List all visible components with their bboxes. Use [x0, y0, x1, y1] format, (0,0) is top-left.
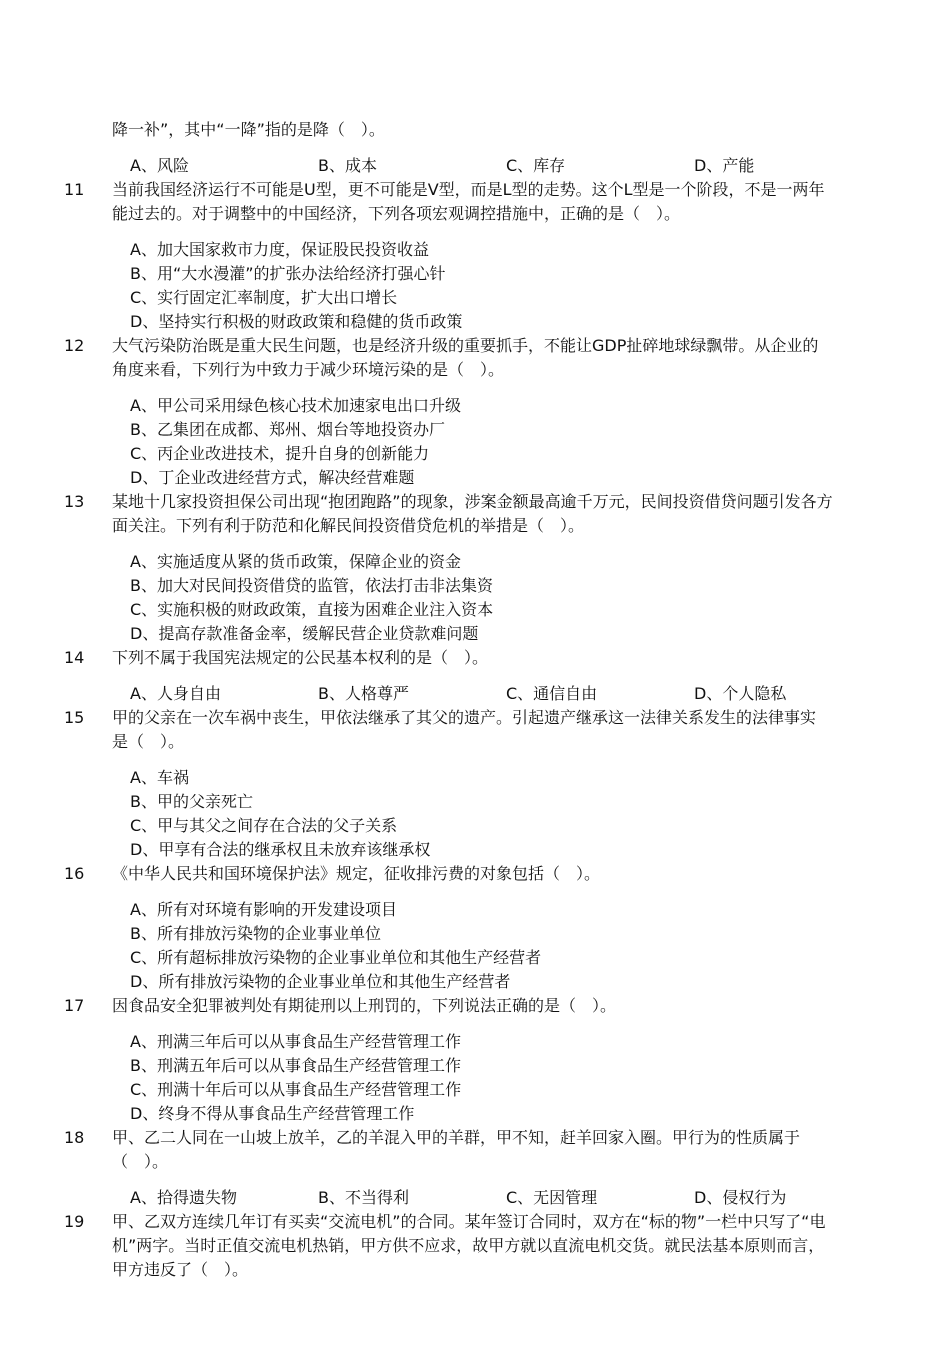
question-text-line: 因食品安全犯罪被判处有期徒刑以上刑罚的，下列说法正确的是（ ）。: [112, 996, 617, 1015]
option-c: C、通信自由: [506, 684, 598, 703]
option-a: A、甲公司采用绿色核心技术加速家电出口升级: [130, 396, 461, 415]
option-a: A、所有对环境有影响的开发建设项目: [130, 900, 397, 919]
option-d: D、坚持实行积极的财政政策和稳健的货币政策: [130, 312, 463, 331]
option-a: A、加大国家救市力度，保证股民投资收益: [130, 240, 429, 259]
option-d: D、终身不得从事食品生产经营管理工作: [130, 1104, 415, 1123]
option-d: D、侵权行为: [694, 1188, 787, 1207]
q10-option-b: B、成本: [318, 156, 377, 175]
q10-option-c: C、库存: [506, 156, 566, 175]
option-b: B、所有排放污染物的企业事业单位: [130, 924, 381, 943]
option-d: D、丁企业改进经营方式，解决经营难题: [130, 468, 415, 487]
question-number: 14: [64, 648, 85, 667]
option-b: B、不当得利: [318, 1188, 409, 1207]
question-text-line: 能过去的。对于调整中的中国经济，下列各项宏观调控措施中，正确的是（ ）。: [112, 204, 681, 223]
question-text-line: 甲、乙二人同在一山坡上放羊，乙的羊混入甲的羊群，甲不知，赶羊回家入圈。甲行为的性质属于: [112, 1128, 801, 1147]
option-a: A、人身自由: [130, 684, 221, 703]
option-b: B、人格尊严: [318, 684, 409, 703]
option-c: C、所有超标排放污染物的企业事业单位和其他生产经营者: [130, 948, 542, 967]
question-text-line: 角度来看，下列行为中致力于减少环境污染的是（ ）。: [112, 360, 505, 379]
option-b: B、乙集团在成都、郑州、烟台等地投资办厂: [130, 420, 445, 439]
question-number: 16: [64, 864, 85, 883]
question-text-line: 大气污染防治既是重大民生问题，也是经济升级的重要抓手，不能让GDP扯碎地球绿飘带。从企业的: [112, 336, 819, 355]
option-a: A、车祸: [130, 768, 189, 787]
question-number: 19: [64, 1212, 85, 1231]
option-c: C、实施积极的财政政策，直接为困难企业注入资本: [130, 600, 494, 619]
question-text-line: 甲方违反了（ ）。: [112, 1260, 249, 1279]
option-c: C、实行固定汇率制度，扩大出口增长: [130, 288, 398, 307]
question-text-line: 当前我国经济运行不可能是U型，更不可能是V型，而是L型的走势。这个L型是一个阶段，不是一两年: [112, 180, 825, 199]
option-a: A、拾得遗失物: [130, 1188, 237, 1207]
option-d: D、所有排放污染物的企业事业单位和其他生产经营者: [130, 972, 511, 991]
option-b: B、刑满五年后可以从事食品生产经营管理工作: [130, 1056, 461, 1075]
question-text-line: 机”两字。当时正值交流电机热销，甲方供不应求，故甲方就以直流电机交货。就民法基本原则而言，: [112, 1236, 825, 1255]
option-c: C、甲与其父之间存在合法的父子关系: [130, 816, 398, 835]
question-text-line: 面关注。下列有利于防范和化解民间投资借贷危机的举措是（ ）。: [112, 516, 585, 535]
question-number: 17: [64, 996, 85, 1015]
question-text-line: 《中华人民共和国环境保护法》规定，征收排污费的对象包括（ ）。: [112, 864, 601, 883]
q10-option-a: A、风险: [130, 156, 189, 175]
question-number: 15: [64, 708, 85, 727]
option-d: D、个人隐私: [694, 684, 787, 703]
option-a: A、实施适度从紧的货币政策，保障企业的资金: [130, 552, 461, 571]
question-text-line: 甲、乙双方连续几年订有买卖“交流电机”的合同。某年签订合同时，双方在“标的物”一栏中只写了“电: [112, 1212, 826, 1231]
option-d: D、甲享有合法的继承权且未放弃该继承权: [130, 840, 431, 859]
question-number: 11: [64, 180, 85, 199]
option-c: C、丙企业改进技术，提升自身的创新能力: [130, 444, 430, 463]
option-a: A、刑满三年后可以从事食品生产经营管理工作: [130, 1032, 461, 1051]
option-b: B、用“大水漫灌”的扩张办法给经济打强心针: [130, 264, 446, 283]
question-text-line: （ ）。: [112, 1152, 169, 1171]
question-10-text-line: 降一补”，其中“一降”指的是降（ ）。: [112, 120, 385, 139]
q10-option-d: D、产能: [694, 156, 755, 175]
question-text-line: 甲的父亲在一次车祸中丧生，甲依法继承了其父的遗产。引起遗产继承这一法律关系发生的法律事实: [112, 708, 817, 727]
question-number: 13: [64, 492, 85, 511]
question-text-line: 是（ ）。: [112, 732, 185, 751]
question-text-line: 某地十几家投资担保公司出现“抱团跑路”的现象，涉案金额最高逾千万元，民间投资借贷问题引发各方: [112, 492, 833, 511]
option-c: C、刑满十年后可以从事食品生产经营管理工作: [130, 1080, 462, 1099]
question-number: 18: [64, 1128, 85, 1147]
option-b: B、甲的父亲死亡: [130, 792, 253, 811]
question-text-line: 下列不属于我国宪法规定的公民基本权利的是（ ）。: [112, 648, 489, 667]
option-d: D、提高存款准备金率，缓解民营企业贷款难问题: [130, 624, 479, 643]
option-b: B、加大对民间投资借贷的监管，依法打击非法集资: [130, 576, 493, 595]
option-c: C、无因管理: [506, 1188, 598, 1207]
question-number: 12: [64, 336, 85, 355]
